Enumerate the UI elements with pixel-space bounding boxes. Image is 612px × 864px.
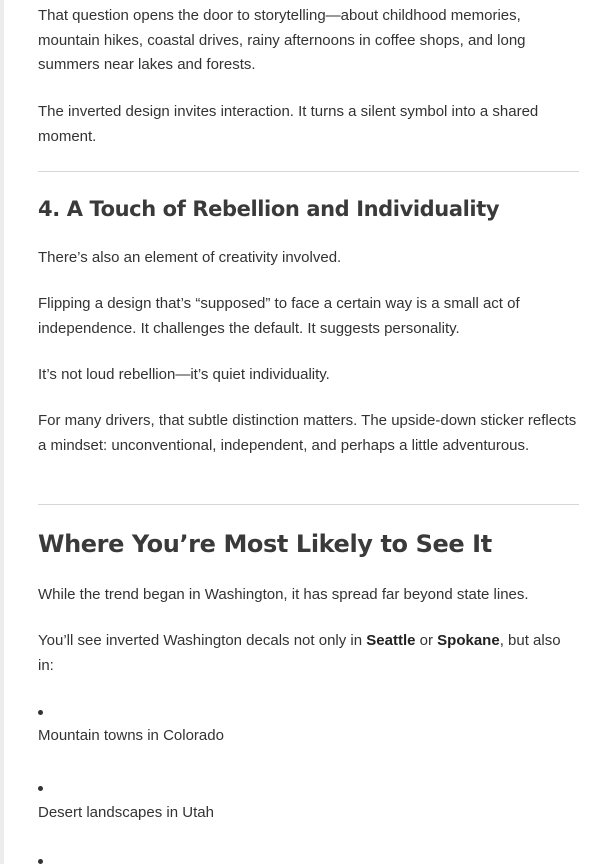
where-p2-mid: or: [415, 632, 438, 649]
section-4-paragraph-2: Flipping a design that’s “supposed” to face a certain way is a small act of independence. It challenges the default. It suggests personality.: [38, 295, 520, 337]
city-spokane: Spokane: [437, 632, 500, 649]
where-p2-prefix: You’ll see inverted Washington decals not only in: [38, 632, 367, 649]
bullet-icon: [38, 710, 43, 715]
where-heading: Where You’re Most Likely to See It: [38, 530, 492, 558]
section-4-paragraph-1: There’s also an element of creativity involved.: [38, 249, 342, 266]
where-p2-suffix: , but also in:: [38, 632, 561, 674]
where-paragraph-2: [38, 629, 579, 678]
list-item: Desert landscapes in Utah: [38, 804, 214, 821]
paragraph-storytelling: That question opens the door to storytelling—about childhood memories, mountain hikes, coastal drives, rainy afternoons in coffee shops, and long summers near lakes and forests.: [38, 7, 526, 74]
section-4-paragraph-4: For many drivers, that subtle distinction matters. The upside-down sticker reflects a mindset: unconventional, independent, and perhaps a little adventurous.: [38, 412, 577, 454]
list-item: Mountain towns in Colorado: [38, 727, 224, 744]
where-paragraph-1: While the trend began in Washington, it has spread far beyond state lines.: [38, 586, 529, 603]
section-4-paragraph-3: It’s not loud rebellion—it’s quiet individuality.: [38, 366, 330, 383]
city-seattle: Seattle: [366, 632, 416, 649]
bullet-icon: [38, 859, 43, 864]
left-border: [0, 0, 4, 864]
section-divider: [38, 504, 579, 505]
section-4-heading: 4. A Touch of Rebellion and Individuality: [38, 197, 500, 221]
section-divider: [38, 171, 579, 172]
paragraph-inverted-design: The inverted design invites interaction. It turns a silent symbol into a shared moment.: [38, 103, 539, 145]
bullet-icon: [38, 786, 43, 791]
